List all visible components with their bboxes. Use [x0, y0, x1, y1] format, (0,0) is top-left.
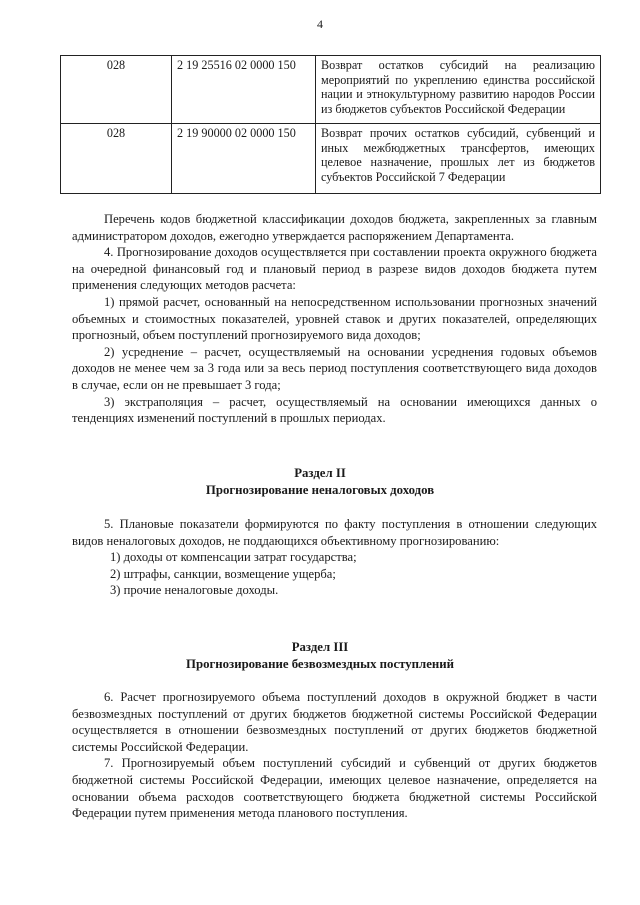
admin-code-cell: 028: [61, 124, 172, 194]
list-item: 2) штрафы, санкции, возмещение ущерба;: [110, 566, 336, 581]
admin-code-cell: 028: [61, 56, 172, 124]
method-item: 3) экстраполяция – расчет, осуществляемый на основании имеющихся данных о тенденциях изменений поступлений в прошлых периодах.: [72, 394, 597, 426]
section2-block: [72, 516, 597, 599]
list-item: 3) прочие неналоговые доходы.: [110, 583, 279, 598]
intro-block: [72, 211, 597, 427]
revenue-name-cell: Возврат прочих остатков субсидий, субвенций и иных межбюджетных трансфертов, имеющих целевое назначение, прошлых лет из бюджетов субъектов Российской 7 Федерации: [316, 124, 601, 194]
section-label: Раздел II: [294, 466, 346, 480]
budget-code-cell: 2 19 90000 02 0000 150: [172, 124, 316, 194]
section-label: Раздел III: [291, 640, 349, 654]
budget-code-cell: 2 19 25516 02 0000 150: [172, 56, 316, 124]
paragraph: Перечень кодов бюджетной классификации доходов бюджета, закрепленных за главным администратором доходов, ежегодно утверждается распоряжением Департамента.: [72, 212, 597, 243]
paragraph: 7. Прогнозируемый объем поступлений субсидий и субвенций от других бюджетов бюджетной системы Российской Федерации, имеющих целевое назначение, определяется на основании объема расходов соответствующего бюджета бюджетной системы Российской Федерации путем применения метода планового поступления.: [72, 756, 597, 821]
table-row: [61, 124, 601, 194]
list-item: 1) доходы от компенсации затрат государства;: [110, 550, 357, 565]
paragraph: 6. Расчет прогнозируемого объема поступлений доходов в окружной бюджет в части безвозмездных поступлений от других бюджетов бюджетной системы Российской Федерации осуществляется в отношении безвозмездных поступлений от других бюджетов бюджетной системы Российской Федерации.: [72, 690, 597, 754]
section3-block: [72, 689, 597, 822]
method-item: 2) усреднение – расчет, осуществляемый на основании усреднения годовых объемов доходов не менее чем за 3 года или за весь период поступления соответствующего вида доходов в случае, если он не превышает 3 года;: [72, 344, 597, 392]
paragraph: 5. Плановые показатели формируются по факту поступления в отношении следующих видов неналоговых доходов, не поддающихся объективному прогнозированию:: [72, 517, 597, 548]
revenue-name-cell: Возврат остатков субсидий на реализацию мероприятий по укреплению единства российской нации и этнокультурному развитию народов России из бюджетов субъектов Российской Федерации: [316, 56, 601, 124]
section-title: Прогнозирование безвозмездных поступлений: [186, 657, 454, 671]
page-number: 4: [317, 17, 323, 31]
table-row: [61, 56, 601, 124]
revenue-codes-table: [60, 55, 601, 194]
paragraph: 4. Прогнозирование доходов осуществляется при составлении проекта окружного бюджета на очередной финансовый год и плановый период в разрезе видов доходов бюджета путем применения следующих методов расчета:: [72, 245, 597, 293]
section-title: Прогнозирование неналоговых доходов: [205, 483, 435, 497]
section-heading: [0, 639, 640, 673]
section-heading: [0, 465, 640, 499]
method-item: 1) прямой расчет, основанный на непосредственном использовании прогнозных значений объемных и стоимостных показателей, уровней ставок и других показателей, определяющих прогнозный, объем поступлений прогнозируемого вида доходов;: [72, 294, 597, 343]
